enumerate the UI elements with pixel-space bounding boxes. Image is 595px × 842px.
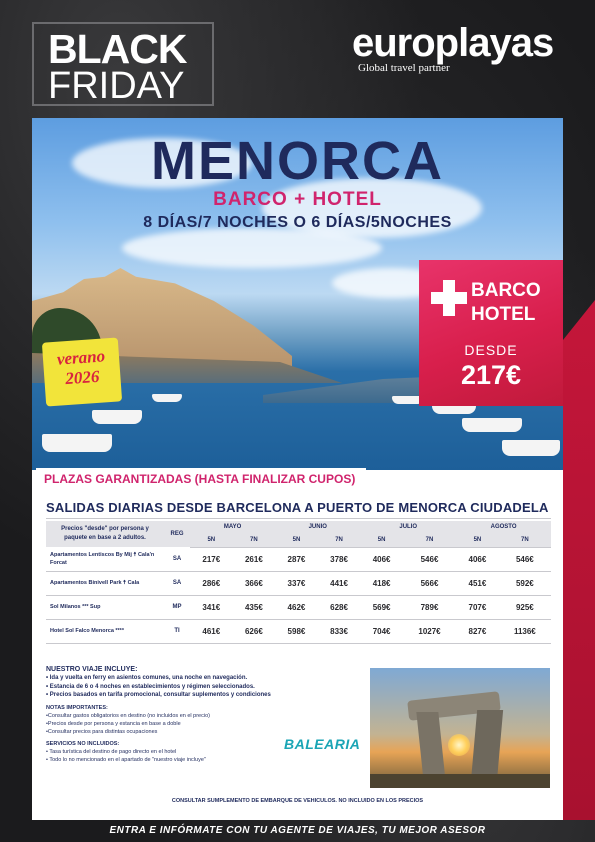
night-header: 5N	[190, 533, 233, 547]
table-row	[46, 571, 551, 595]
month-header: JUNIO	[275, 521, 360, 533]
black-friday-badge	[32, 22, 214, 106]
footer-cta: ENTRA E INFÓRMATE CON TU AGENTE DE VIAJES, TU MEJOR ASESOR	[109, 825, 486, 836]
note-item: •Consultar gastos obligatorios en destino (no incluidos en el precio)	[46, 712, 210, 719]
price-cell: 441€	[318, 571, 361, 595]
offer-card	[32, 118, 563, 820]
package-subtitle: BARCO + HOTEL	[213, 189, 382, 210]
price-cell: 287€	[275, 547, 318, 571]
hotel-name: Hotel Sol Falco Menorca ****	[46, 619, 164, 643]
black-text: BLACK	[48, 26, 187, 72]
price-cell: 546€	[403, 547, 456, 571]
night-header: 5N	[360, 533, 403, 547]
price-box-barco: BARCO	[471, 280, 541, 301]
price-cell: 341€	[190, 595, 233, 619]
logo-tagline: Global travel partner	[358, 62, 450, 74]
table-row	[46, 595, 551, 619]
friday-text: FRIDAY	[48, 65, 185, 107]
plus-icon	[431, 280, 467, 316]
price-cell: 366€	[233, 571, 276, 595]
table-row	[46, 547, 551, 571]
month-header: JULIO	[360, 521, 456, 533]
season-badge	[42, 337, 122, 406]
dolmen-photo	[370, 668, 550, 788]
brand-logo[interactable]	[352, 22, 572, 74]
hotel-name: Sol Milanos *** Sup	[46, 595, 164, 619]
price-cell: 451€	[456, 571, 499, 595]
table-label: Precios "desde" por persona y paquete en base a 2 adultos.	[46, 521, 164, 547]
price-cell: 925€	[499, 595, 551, 619]
board-type: TI	[164, 619, 190, 643]
night-header: 7N	[318, 533, 361, 547]
note-item: •Consultar precios para distintas ocupaciones	[46, 728, 158, 735]
includes-item: • Estancia de 6 o 4 noches en establecimientos y régimen seleccionados.	[46, 683, 255, 690]
hotel-name: Apartamentos Lentiscos By Mij ☨ Cala'n Forcat	[46, 547, 164, 571]
price-box	[419, 260, 563, 406]
includes-item: • Precios basados en tarifa promocional, consultar suplementos y condiciones	[46, 692, 271, 698]
board-type: MP	[164, 595, 190, 619]
hotel-name: Apartamentos Binivell Park ☨ Cala	[46, 571, 164, 595]
night-header: 7N	[233, 533, 276, 547]
price-cell: 592€	[499, 571, 551, 595]
price-cell: 406€	[456, 547, 499, 571]
price-cell: 461€	[190, 619, 233, 643]
excluded-item: • Todo lo no mencionado en el apartado de "nuestro viaje incluye"	[46, 756, 206, 763]
table-row	[46, 619, 551, 643]
price-cell: 704€	[360, 619, 403, 643]
board-type: SA	[164, 547, 190, 571]
note-item: •Precios desde por persona y estancia en base a doble	[46, 720, 181, 727]
price-cell: 337€	[275, 571, 318, 595]
price-cell: 628€	[318, 595, 361, 619]
guaranteed-seats-banner: PLAZAS GARANTIZADAS (HASTA FINALIZAR CUPOS)	[36, 468, 366, 490]
price-cell: 435€	[233, 595, 276, 619]
price-cell: 462€	[275, 595, 318, 619]
excluded-item: • Tasa turística del destino de pago directo en el hotel	[46, 748, 177, 755]
price-from-label: DESDE	[464, 342, 518, 358]
night-header: 5N	[275, 533, 318, 547]
vehicle-supplement-note: CONSULTAR SUMPLEMENTO DE EMBARQUE DE VEHICULOS. NO INCLUIDO EN LOS PRECIOS	[171, 798, 424, 804]
price-cell: 406€	[360, 547, 403, 571]
price-box-hotel: HOTEL	[471, 304, 536, 325]
price-cell: 261€	[233, 547, 276, 571]
price-value: 217€	[460, 360, 522, 390]
night-header: 5N	[456, 533, 499, 547]
excluded-title: SERVICIOS NO INCLUIDOS:	[46, 740, 120, 747]
includes-item: • Ida y vuelta en ferry en asientos comunes, una noche en navegación.	[46, 675, 248, 681]
price-table	[46, 521, 551, 644]
price-cell: 378€	[318, 547, 361, 571]
price-cell: 827€	[456, 619, 499, 643]
logo-name: europlayas	[352, 21, 554, 65]
reg-header: REG	[164, 521, 190, 547]
destination-title: MENORCA	[151, 131, 444, 191]
balearia-logo: BALEARIA	[284, 736, 361, 752]
night-header: 7N	[403, 533, 456, 547]
price-cell: 1136€	[499, 619, 551, 643]
board-type: SA	[164, 571, 190, 595]
price-cell: 418€	[360, 571, 403, 595]
price-cell: 598€	[275, 619, 318, 643]
price-cell: 1027€	[403, 619, 456, 643]
price-cell: 833€	[318, 619, 361, 643]
price-cell: 789€	[403, 595, 456, 619]
duration-text: 8 DÍAS/7 NOCHES O 6 DÍAS/5NOCHES	[143, 214, 452, 231]
includes-title: NUESTRO VIAJE INCLUYE:	[46, 666, 138, 673]
month-header: AGOSTO	[456, 521, 551, 533]
price-cell: 626€	[233, 619, 276, 643]
price-cell: 546€	[499, 547, 551, 571]
month-header: MAYO	[190, 521, 275, 533]
price-cell: 286€	[190, 571, 233, 595]
price-cell: 566€	[403, 571, 456, 595]
night-header: 7N	[499, 533, 551, 547]
sun-glow	[448, 734, 470, 756]
season-year: 2026	[64, 366, 101, 389]
price-cell: 217€	[190, 547, 233, 571]
notes-title: NOTAS IMPORTANTES:	[46, 704, 108, 711]
season-word: verano	[56, 346, 106, 369]
departures-heading: SALIDAS DIARIAS DESDE BARCELONA A PUERTO DE MENORCA CIUDADELA	[46, 500, 549, 515]
price-cell: 569€	[360, 595, 403, 619]
accent-strip	[563, 300, 595, 820]
price-cell: 707€	[456, 595, 499, 619]
divider	[46, 518, 551, 519]
